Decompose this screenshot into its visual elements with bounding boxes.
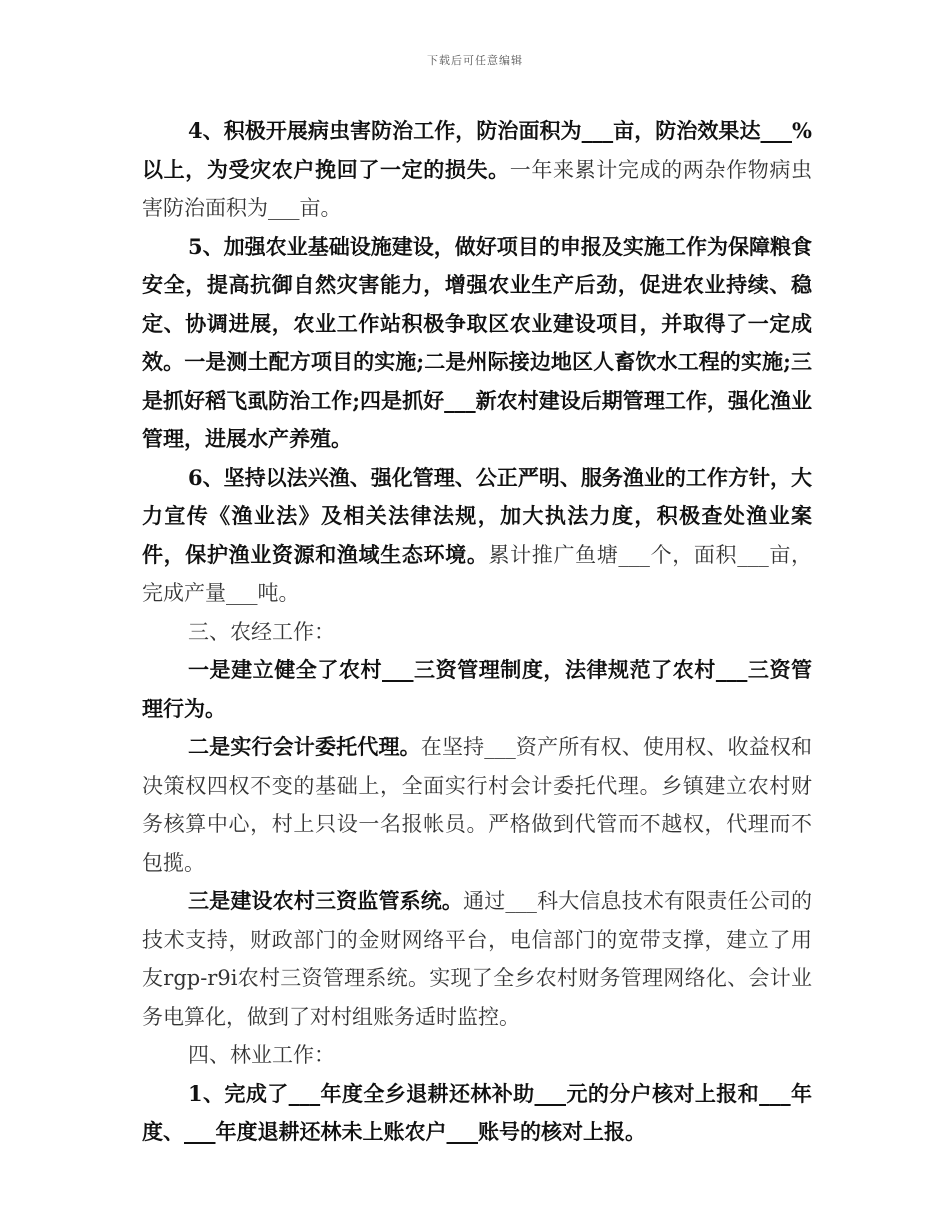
paragraph-bold-text: 二是实行会计委托代理。 xyxy=(188,734,421,759)
document-body xyxy=(142,112,812,1152)
paragraph-bold-text: 6、坚持以法兴渔、强化管理、公正严明、服务渔业的工作方针，大力宣传《渔业法》及相关法律法规，加大执法力度，积极查处渔业案件，保护渔业资源和渔域生态环境。 xyxy=(142,464,812,567)
section-heading-forestry xyxy=(142,1036,812,1075)
paragraph-supervision-system xyxy=(142,882,812,1036)
paragraph-infrastructure xyxy=(142,228,812,459)
paragraph-assets-system xyxy=(142,651,812,728)
paragraph-bold-text: 1、完成了___年度全乡退耕还林补助___元的分户核对上报和___年度、___年度退耕还林未上账农户___账号的核对上报。 xyxy=(142,1080,812,1144)
paragraph-bold-text: 4、积极开展病虫害防治工作，防治面积为___亩，防治效果达___%以上，为受灾农户挽回了一定的损失。 xyxy=(142,118,812,182)
paragraph-pest-control xyxy=(142,112,812,228)
paragraph-bold-text: 5、加强农业基础设施建设，做好项目的申报及实施工作为保障粮食安全，提高抗御自然灾害能力，增强农业生产后劲，促进农业持续、稳定、协调进展，农业工作站积极争取区农业建设项目，并取得了一定成效。一是测土配方项目的实施;二是州际接边地区人畜饮水工程的实施;三是抓好稻飞虱防治工作;四是抓好___新农村建设后期管理工作，强化渔业管理，进展水产养殖。 xyxy=(142,233,812,451)
paragraph-normal-text: 通过___科大信息技术有限责任公司的技术支持，财政部门的金财网络平台，电信部门的宽带支撑，建立了用友rgp-r9i农村三资管理系统。实现了全乡农村财务管理网络化、会计业务电算化，做到了对村组账务适时监控。 xyxy=(142,889,813,1029)
paragraph-normal-text: 在坚持___资产所有权、使用权、收益权和决策权四权不变的基础上，全面实行村会计委托代理。乡镇建立农村财务核算中心，村上只设一名报帐员。严格做到代管而不越权，代理而不包揽。 xyxy=(142,735,813,875)
paragraph-normal-text: 四、林业工作： xyxy=(188,1043,335,1067)
paragraph-reforestation xyxy=(142,1075,812,1152)
paragraph-bold-text: 三是建设农村三资监管系统。 xyxy=(188,888,464,913)
paragraph-normal-text: 一年来累计完成的两杂作物病虫害防治面积为___亩。 xyxy=(142,157,812,220)
page-header: 下载后可任意编辑 xyxy=(427,54,523,67)
paragraph-fishery xyxy=(142,459,812,613)
section-heading-agri-economy xyxy=(142,613,812,652)
paragraph-normal-text: 累计推广鱼塘___个，面积___亩，完成产量___吨。 xyxy=(142,542,813,605)
paragraph-bold-text: 一是建立健全了农村___三资管理制度，法律规范了农村___三资管理行为。 xyxy=(142,657,812,721)
paragraph-normal-text: 三、农经工作： xyxy=(188,619,335,644)
paragraph-accounting-agency xyxy=(142,728,812,882)
